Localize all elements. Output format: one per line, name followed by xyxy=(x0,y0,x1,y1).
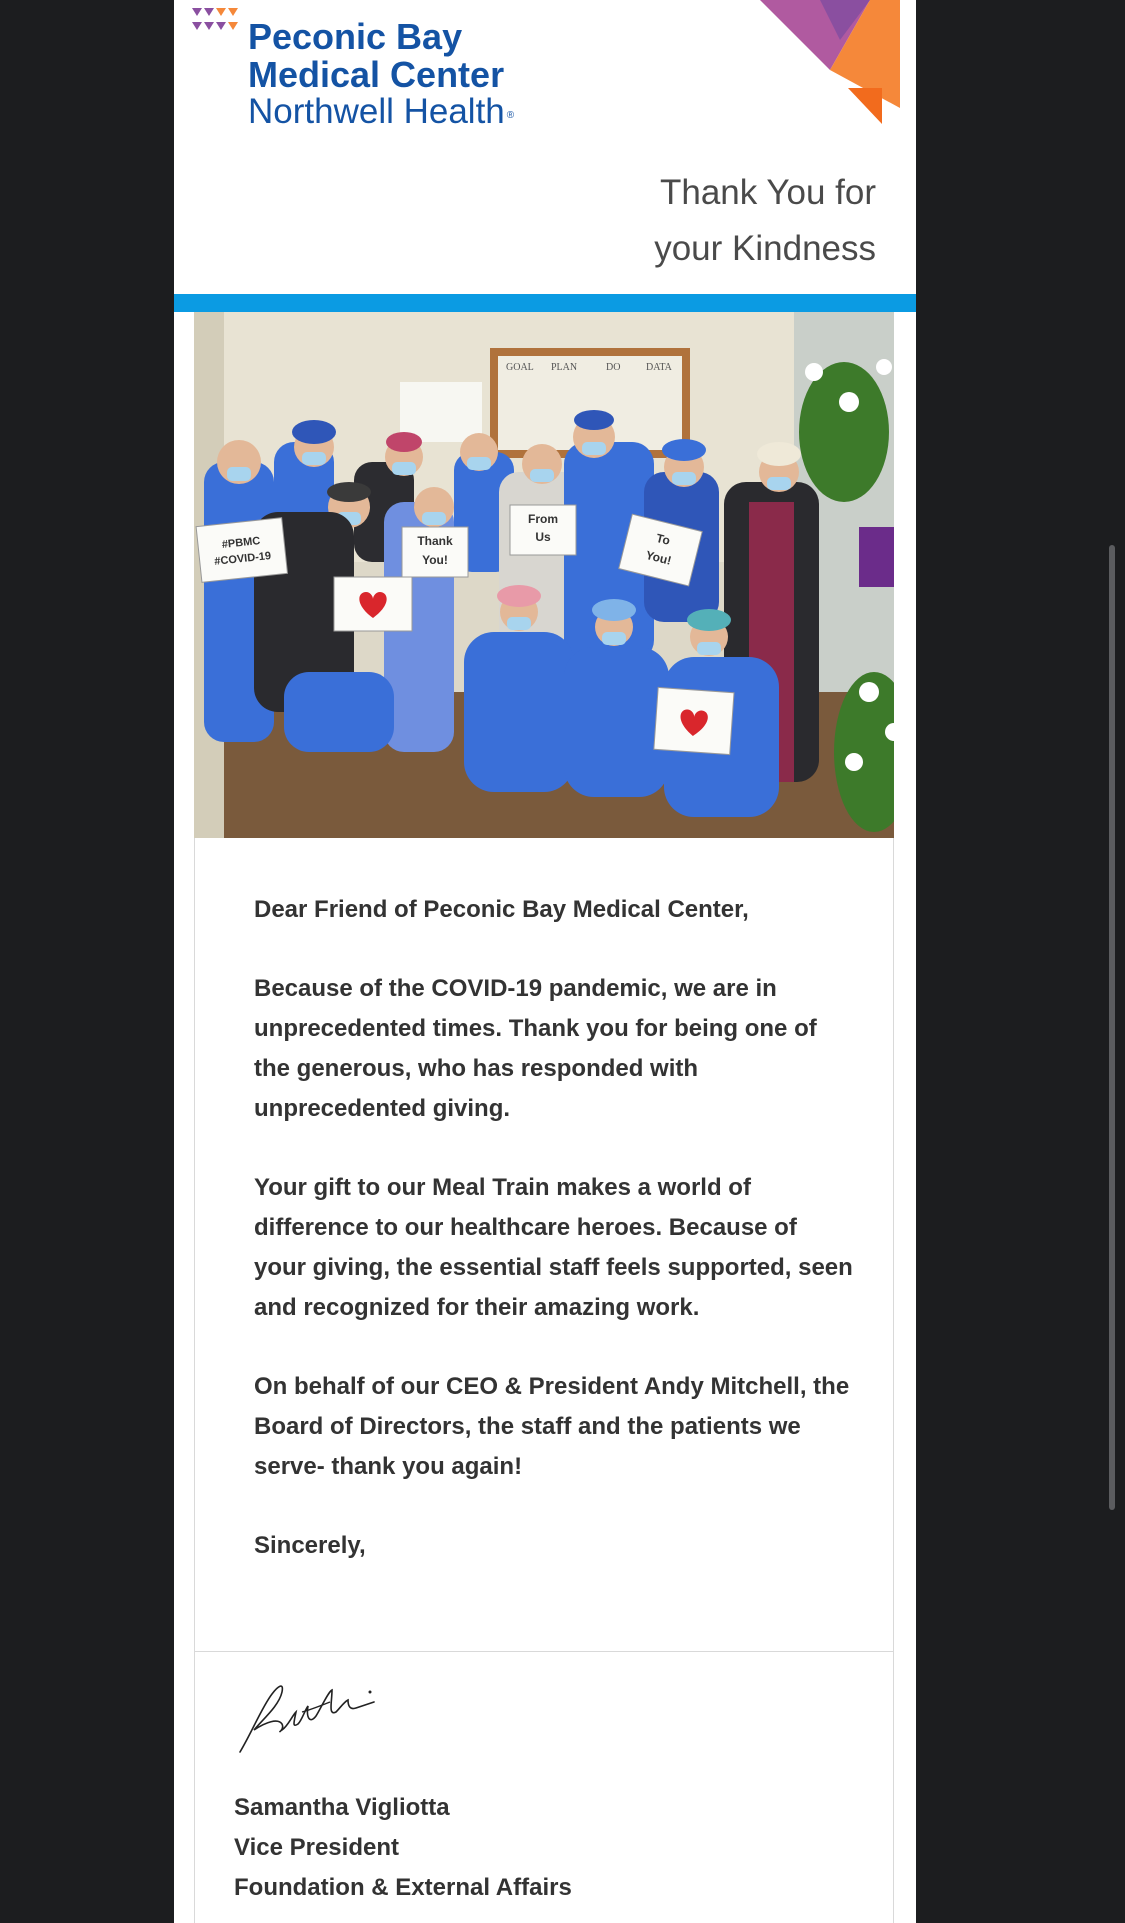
board-label-goal: GOAL xyxy=(506,362,534,373)
email-body xyxy=(174,0,916,1923)
signer-department: Foundation & External Affairs xyxy=(234,1874,572,1901)
logo-text-line3: Northwell Health ® xyxy=(248,92,515,131)
accent-bar xyxy=(174,294,916,312)
letter-greeting: Dear Friend of Peconic Bay Medical Center, xyxy=(254,896,749,923)
sign-from-us xyxy=(510,505,576,555)
letter-paragraph-3: On behalf of our CEO & President Andy Mitchell, the Board of Directors, the staff and the patients we serve- thank you again! xyxy=(254,1373,850,1480)
sign-you-text: You! xyxy=(422,553,448,567)
signer-name: Samantha Vigliotta xyxy=(234,1794,450,1821)
logo-text-line2: Medical Center xyxy=(248,54,505,95)
sign-you2-text: You! xyxy=(644,547,673,568)
signer-title: Vice President xyxy=(234,1834,399,1861)
letter-paragraph-2: Your gift to our Meal Train makes a world of difference to our healthcare heroes. Because of your giving, the essential staff feels supported, seen and recognized for their amazing work. xyxy=(254,1174,853,1321)
sign-pbmc-text: #PBMC xyxy=(221,535,261,552)
sign-heart-left xyxy=(334,577,412,631)
sign-pbmc xyxy=(196,518,287,583)
board-label-plan: PLAN xyxy=(551,362,578,373)
board-label-do: DO xyxy=(606,362,621,373)
sign-thank-text: Thank xyxy=(417,534,453,548)
letter-paragraph-1: Because of the COVID-19 pandemic, we are in unprecedented times. Thank you for being one of the generous, who has responded with unprecedented giving. xyxy=(254,975,817,1122)
northwell-logo-mark-icon xyxy=(192,4,252,44)
registered-mark: ® xyxy=(506,110,515,121)
sign-thank-you xyxy=(402,527,468,577)
logo-text-line1: Peconic Bay xyxy=(248,16,463,57)
thank-you-heading: Thank You for your Kindness xyxy=(654,173,876,268)
signature-divider xyxy=(194,1651,894,1652)
sign-covid-text: #COVID-19 xyxy=(213,550,272,568)
decorative-corner-triangles-icon xyxy=(760,0,900,130)
handwritten-signature xyxy=(232,1672,382,1762)
signer-block xyxy=(234,1788,572,1908)
scrollbar-thumb[interactable] xyxy=(1109,545,1115,1510)
staff-group-photo xyxy=(194,312,894,838)
letter-closing: Sincerely, xyxy=(254,1532,366,1559)
sign-heart-right xyxy=(654,687,734,754)
sign-from-text: From xyxy=(528,512,558,526)
board-label-data: DATA xyxy=(646,362,672,373)
letter-content xyxy=(254,890,854,1605)
sign-to-text: To xyxy=(654,530,672,548)
sign-us-text: Us xyxy=(535,530,551,544)
